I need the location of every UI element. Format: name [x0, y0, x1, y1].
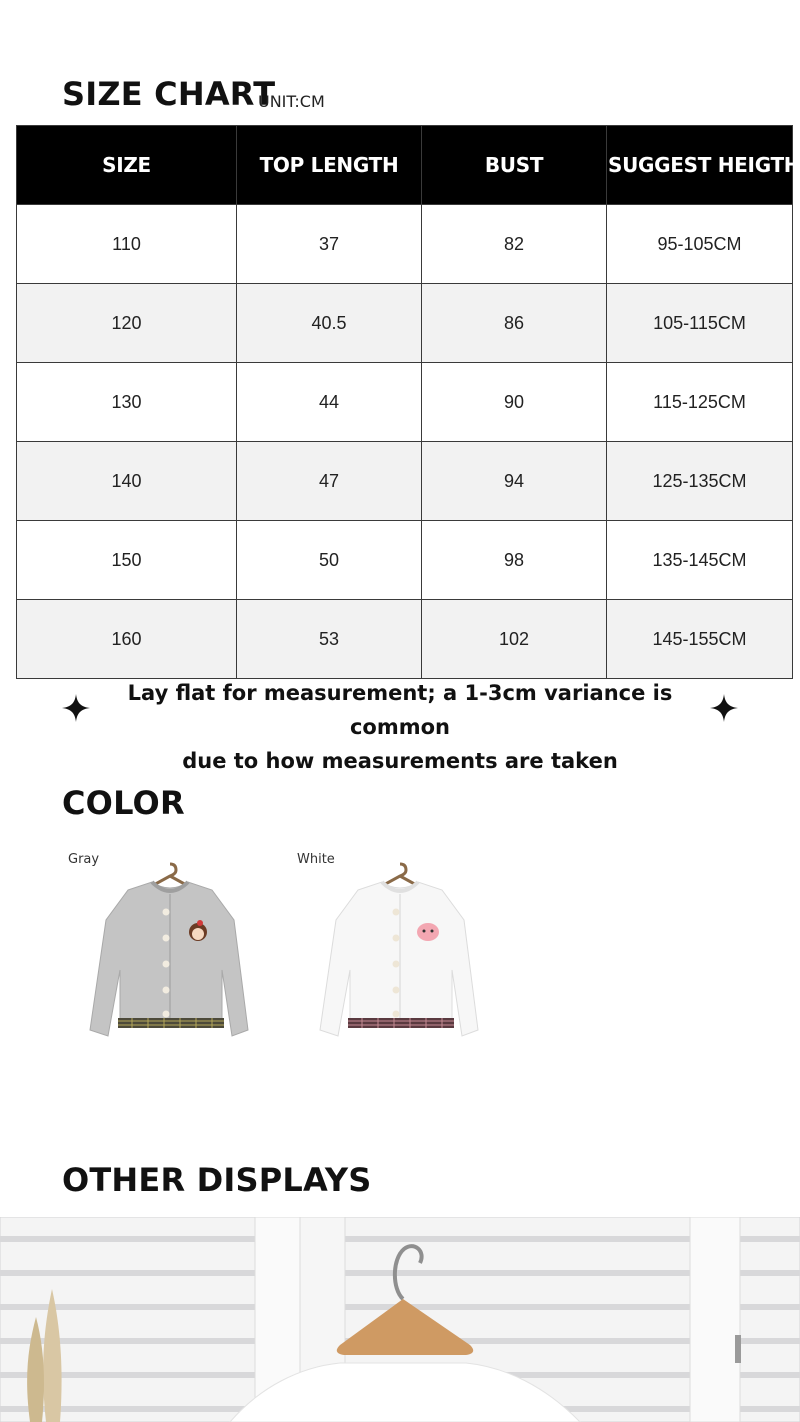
cell-bust: 102	[422, 600, 607, 679]
table-row	[17, 521, 793, 600]
table-row	[17, 363, 793, 442]
display-photo-image	[0, 1217, 800, 1422]
cell-size: 130	[17, 363, 237, 442]
cell-top-length: 50	[237, 521, 422, 600]
cell-suggest-height: 135-145CM	[607, 521, 793, 600]
header-bust: BUST	[422, 126, 607, 205]
cell-top-length: 53	[237, 600, 422, 679]
cell-top-length: 37	[237, 205, 422, 284]
white-cardigan-image	[312, 860, 487, 1050]
table-header-row	[17, 126, 793, 205]
cell-size: 140	[17, 442, 237, 521]
header-size: SIZE	[17, 126, 237, 205]
cell-suggest-height: 115-125CM	[607, 363, 793, 442]
size-chart-table	[16, 125, 800, 679]
gray-cardigan-image	[82, 860, 257, 1050]
cell-bust: 90	[422, 363, 607, 442]
cell-size: 110	[17, 205, 237, 284]
cell-suggest-height: 95-105CM	[607, 205, 793, 284]
size-chart-unit: UNIT:CM	[258, 92, 325, 111]
cell-bust: 86	[422, 284, 607, 363]
cell-bust: 82	[422, 205, 607, 284]
header-suggest-height: SUGGEST HEIGTH	[607, 126, 793, 205]
size-chart-title: SIZE CHART	[62, 75, 276, 113]
cell-suggest-height: 145-155CM	[607, 600, 793, 679]
display-photo	[0, 1217, 800, 1422]
cell-top-length: 44	[237, 363, 422, 442]
measurement-note-line1: Lay flat for measurement; a 1-3cm variance is common	[127, 681, 673, 739]
cell-size: 150	[17, 521, 237, 600]
cell-size: 160	[17, 600, 237, 679]
swatch-label-gray: Gray	[68, 852, 100, 867]
measurement-note	[100, 676, 700, 778]
cell-suggest-height: 105-115CM	[607, 284, 793, 363]
cell-size: 120	[17, 284, 237, 363]
table-row	[17, 284, 793, 363]
swatch-label-white: White	[297, 852, 335, 867]
cell-suggest-height: 125-135CM	[607, 442, 793, 521]
cell-bust: 98	[422, 521, 607, 600]
header-top-length: TOP LENGTH	[237, 126, 422, 205]
table-row	[17, 205, 793, 284]
color-section-title: COLOR	[62, 784, 185, 822]
cell-top-length: 40.5	[237, 284, 422, 363]
table-row	[17, 600, 793, 679]
cell-bust: 94	[422, 442, 607, 521]
other-displays-title: OTHER DISPLAYS	[62, 1161, 372, 1199]
sparkle-left-icon	[62, 694, 90, 722]
sparkle-right-icon	[710, 694, 738, 722]
cell-top-length: 47	[237, 442, 422, 521]
table-row	[17, 442, 793, 521]
measurement-note-line2: due to how measurements are taken	[182, 749, 618, 773]
